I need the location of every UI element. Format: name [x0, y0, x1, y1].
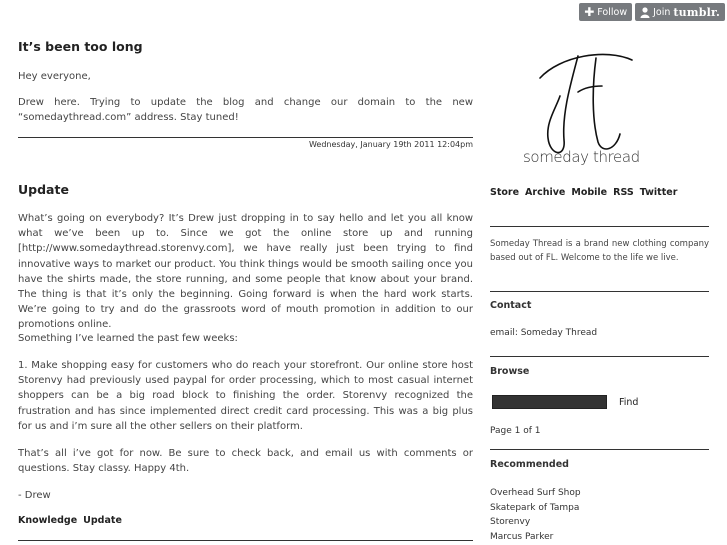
find-button[interactable]: Find [619, 397, 639, 408]
user-icon [640, 7, 650, 18]
tag-link[interactable]: Knowledge [18, 515, 78, 526]
recommended-link[interactable]: Marcus Parker [490, 531, 554, 542]
post-paragraph: Something I’ve learned the past few weeks: [18, 333, 238, 344]
post-paragraph: Drew here. Trying to update the blog and change our domain to the new “somedaythread.com” address. Stay tuned! [18, 97, 473, 124]
nav-twitter[interactable]: Twitter [639, 187, 678, 198]
tumblr-brand: tumblr. [673, 5, 720, 19]
post-title[interactable]: Update [18, 182, 69, 197]
browse-heading: Browse [490, 366, 530, 377]
join-label: Join [653, 6, 671, 18]
nav-store[interactable]: Store [490, 187, 520, 198]
nav-mobile[interactable]: Mobile [571, 187, 608, 198]
nav-rss[interactable]: RSS [613, 187, 634, 198]
plus-icon: ✚ [584, 5, 595, 19]
recommended-link[interactable]: Storenvy [490, 517, 531, 527]
sidebar-divider [490, 356, 709, 357]
post-paragraph: That’s all i’ve got for now. Be sure to check back, and email us with comments or questions. Stay classy. Happy 4th. [18, 448, 473, 475]
recommended-heading: Recommended [490, 459, 569, 470]
tag-link[interactable]: Update [83, 515, 122, 526]
contact-heading: Contact [490, 300, 532, 311]
page-info: Page 1 of 1 [490, 426, 541, 436]
join-tumblr-button[interactable] [635, 3, 725, 21]
sidebar-description: Someday Thread is a brand new clothing company based out of FL. Welcome to the life we live. [490, 239, 709, 263]
contact-email[interactable]: email: Someday Thread [490, 328, 598, 338]
post-divider [18, 540, 473, 541]
follow-button[interactable] [579, 3, 632, 21]
sidebar-divider [490, 449, 709, 450]
post-paragraph: What’s going on everybody? It’s Drew just dropping in to say hello and let you all know what we’ve been up to. Since we got the online store up and running [http://www.somedaythread.storenvy.com], we have really just been trying to find innovative ways to market our product. You think things would be smooth sailing once you have the shirts made, the store running, and some people that know about your brand. The thing is that it’s only the beginning. Going forward is when the hard work starts. We’re going to try and do the grassroots word of mouth promotion in addition to our promotions online. [18, 213, 473, 331]
post-paragraph: Hey everyone, [18, 71, 91, 82]
post-date[interactable]: Wednesday, January 19th 2011 12:04pm [18, 137, 473, 149]
post-tags [18, 515, 122, 526]
sidebar-nav [490, 187, 677, 198]
sidebar-divider [490, 226, 709, 227]
recommended-link[interactable]: Skatepark of Tampa [490, 502, 580, 513]
tumblr-controls [579, 3, 725, 21]
recommended-link[interactable]: Overhead Surf Shop [490, 488, 581, 498]
logo-text: someday thread [523, 148, 640, 166]
post-paragraph: 1. Make shopping easy for customers who do reach your storefront. Our online store host Storenvy had previously used paypal for order processing, which to most casual internet shoppers can be a big road block to finishing the order. Storenvy recognized the frustration and has since implemented direct credit card processing. This was a big plus for us and i’m sure all the other sellers on their platform. [18, 360, 473, 432]
recommended-list [490, 486, 581, 544]
sidebar-divider [490, 291, 709, 292]
nav-archive[interactable]: Archive [525, 187, 566, 198]
search-input[interactable] [492, 395, 607, 409]
post-paragraph: - Drew [18, 490, 51, 501]
post-title[interactable]: It’s been too long [18, 39, 143, 54]
follow-label: Follow [597, 6, 628, 18]
